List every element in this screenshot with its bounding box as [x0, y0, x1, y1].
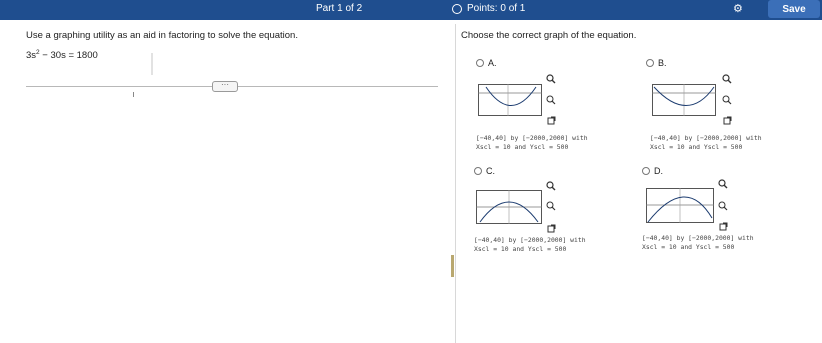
graph-option-d — [646, 188, 714, 223]
caption-d-line2: Xscl = 10 and Yscl = 500 — [642, 243, 735, 251]
zoom-in-icon[interactable] — [717, 178, 729, 190]
graph-option-c — [476, 190, 542, 224]
caption-d-line1: [−40,40] by [−2000,2000] with — [642, 234, 754, 242]
caption-b-line1: [−40,40] by [−2000,2000] with — [650, 134, 762, 142]
caption-a-line1: [−40,40] by [−2000,2000] with — [476, 134, 588, 142]
caption-b-line2: Xscl = 10 and Yscl = 500 — [650, 143, 743, 151]
caption-option-b — [650, 134, 762, 152]
points-label: Points: 0 of 1 — [467, 3, 526, 14]
radio-option-a[interactable] — [476, 59, 484, 67]
radio-option-b[interactable] — [646, 59, 654, 67]
option-b[interactable] — [646, 58, 667, 68]
more-options-button[interactable]: ··· — [212, 81, 238, 92]
pane-resize-handle[interactable] — [451, 255, 454, 277]
question-instruction: Use a graphing utility as an aid in factoring to solve the equation. — [26, 30, 298, 41]
save-button[interactable]: Save — [768, 0, 820, 18]
question-equation — [26, 49, 98, 61]
caption-a-line2: Xscl = 10 and Yscl = 500 — [476, 143, 569, 151]
caption-option-a — [476, 134, 588, 152]
points-circle-icon — [452, 4, 462, 14]
answer-prompt: Choose the correct graph of the equation. — [461, 30, 637, 41]
option-c-letter: C. — [486, 166, 495, 176]
caption-c-line2: Xscl = 10 and Yscl = 500 — [474, 245, 567, 253]
scroll-marker — [151, 53, 153, 75]
option-d[interactable] — [642, 166, 663, 176]
caption-c-line1: [−40,40] by [−2000,2000] with — [474, 236, 586, 244]
expand-icon[interactable] — [545, 222, 557, 234]
top-bar — [0, 0, 822, 20]
expand-icon[interactable] — [545, 114, 557, 126]
zoom-out-icon[interactable] — [545, 200, 557, 212]
expand-icon[interactable] — [717, 220, 729, 232]
option-c[interactable] — [474, 166, 495, 176]
option-a[interactable] — [476, 58, 497, 68]
graph-option-a — [478, 84, 542, 116]
part-indicator: Part 1 of 2 — [316, 3, 363, 14]
settings-gear-icon[interactable]: ⚙ — [733, 3, 743, 15]
zoom-in-icon[interactable] — [545, 180, 557, 192]
expand-icon[interactable] — [721, 114, 733, 126]
zoom-out-icon[interactable] — [545, 94, 557, 106]
option-b-letter: B. — [658, 58, 667, 68]
zoom-in-icon[interactable] — [545, 73, 557, 85]
radio-option-c[interactable] — [474, 167, 482, 175]
option-d-letter: D. — [654, 166, 663, 176]
zoom-out-icon[interactable] — [721, 94, 733, 106]
equation-rhs: − 30s = 1800 — [39, 50, 98, 62]
equation-exponent: 2 — [36, 49, 40, 56]
zoom-in-icon[interactable] — [721, 73, 733, 85]
equation-lhs: 3s — [26, 50, 37, 62]
tick-mark — [133, 92, 134, 97]
caption-option-d — [642, 234, 754, 252]
option-a-letter: A. — [488, 58, 497, 68]
zoom-out-icon[interactable] — [717, 200, 729, 212]
pane-divider — [455, 24, 456, 343]
radio-option-d[interactable] — [642, 167, 650, 175]
graph-option-b — [652, 84, 716, 116]
caption-option-c — [474, 236, 586, 254]
points-indicator — [452, 3, 525, 14]
